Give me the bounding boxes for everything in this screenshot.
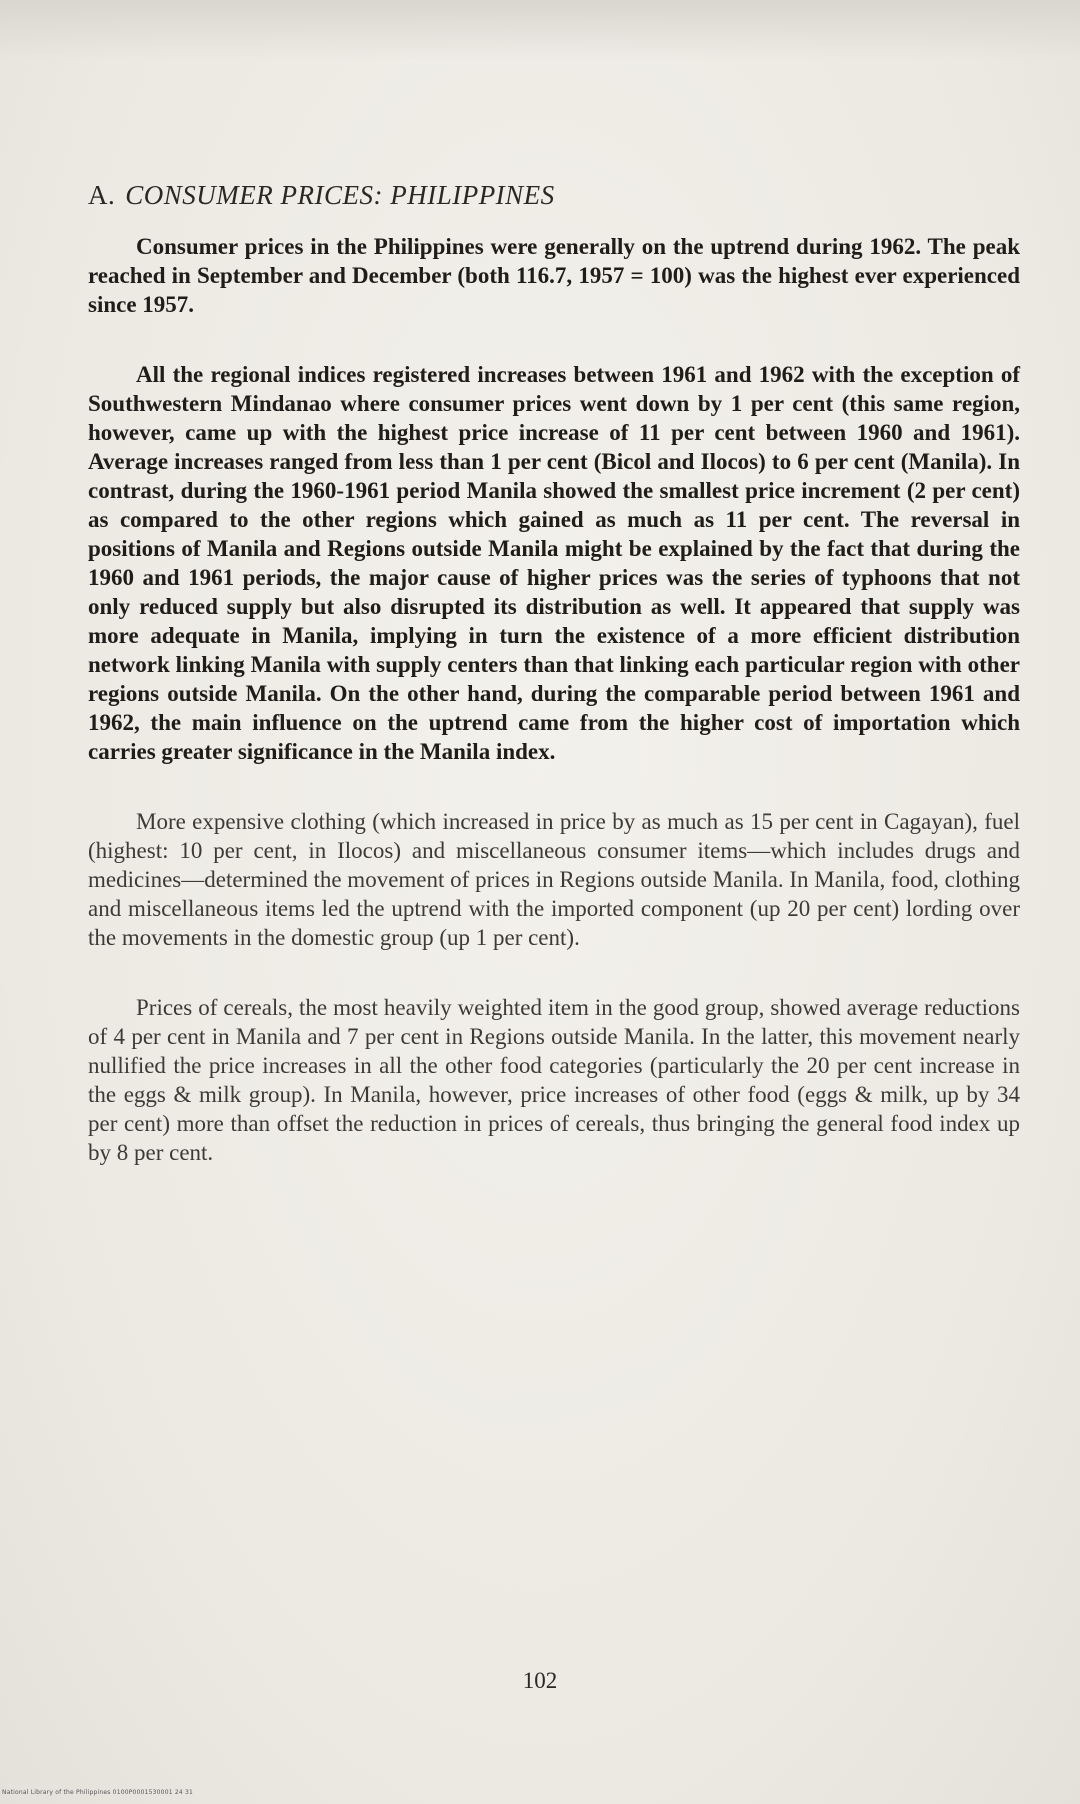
paragraph-4: Prices of cereals, the most heavily weighted item in the good group, showed average reductions of 4 per cent in Manila and 7 per cent in Regions outside Manila. In the latter, this movement nearly nullified the price increases in all the other food categories (particularly the 20 per cent increase in the eggs & milk group). In Manila, however, price increases of other food (eggs & milk, up by 34 per cent) more than offset the reduction in prices of cereals, thus bringing the general food index up by 8 per cent. (88, 995, 1020, 1165)
section-letter: A. (88, 180, 116, 210)
section-heading (88, 180, 555, 211)
library-stamp: National Library of the Philippines 0100P0001530001 24 31 (2, 1789, 194, 1796)
paragraph-3: More expensive clothing (which increased in price by as much as 15 per cent in Cagayan), fuel (highest: 10 per cent, in Ilocos) and miscellaneous consumer items—which includes drugs and medicines—determined the movement of prices in Regions outside Manila. In Manila, food, clothing and miscellaneous items led the uptrend with the imported component (up 20 per cent) lording over the movements in the domestic group (up 1 per cent). (88, 809, 1020, 950)
paragraph-1: Consumer prices in the Philippines were generally on the uptrend during 1962. The peak reached in September and December (both 116.7, 1957 = 100) was the highest ever experienced since 1957. (88, 234, 1020, 317)
scan-shadow (0, 0, 1080, 60)
section-title: CONSUMER PRICES: PHILIPPINES (125, 180, 555, 210)
body-text (88, 232, 1020, 1208)
paragraph-2: All the regional indices registered increases between 1961 and 1962 with the exception of Southwestern Mindanao where consumer prices went down by 1 per cent (this same region, however, came up with the highest price increase of 11 per cent between 1960 and 1961). Average increases ranged from less than 1 per cent (Bicol and Ilocos) to 6 per cent (Manila). In contrast, during the 1960-1961 period Manila showed the smallest price increment (2 per cent) as compared to the other regions which gained as much as 11 per cent. The reversal in positions of Manila and Regions outside Manila might be explained by the fact that during the 1960 and 1961 periods, the major cause of higher prices was the series of typhoons that not only reduced supply but also disrupted its distribution as well. It appeared that supply was more adequate in Manila, implying in turn the existence of a more efficient distribution network linking Manila with supply centers than that linking each particular region with other regions outside Manila. On the other hand, during the comparable period between 1961 and 1962, the main influence on the uptrend came from the higher cost of importation which carries greater significance in the Manila index. (88, 362, 1020, 764)
page-number: 102 (522, 1668, 558, 1693)
